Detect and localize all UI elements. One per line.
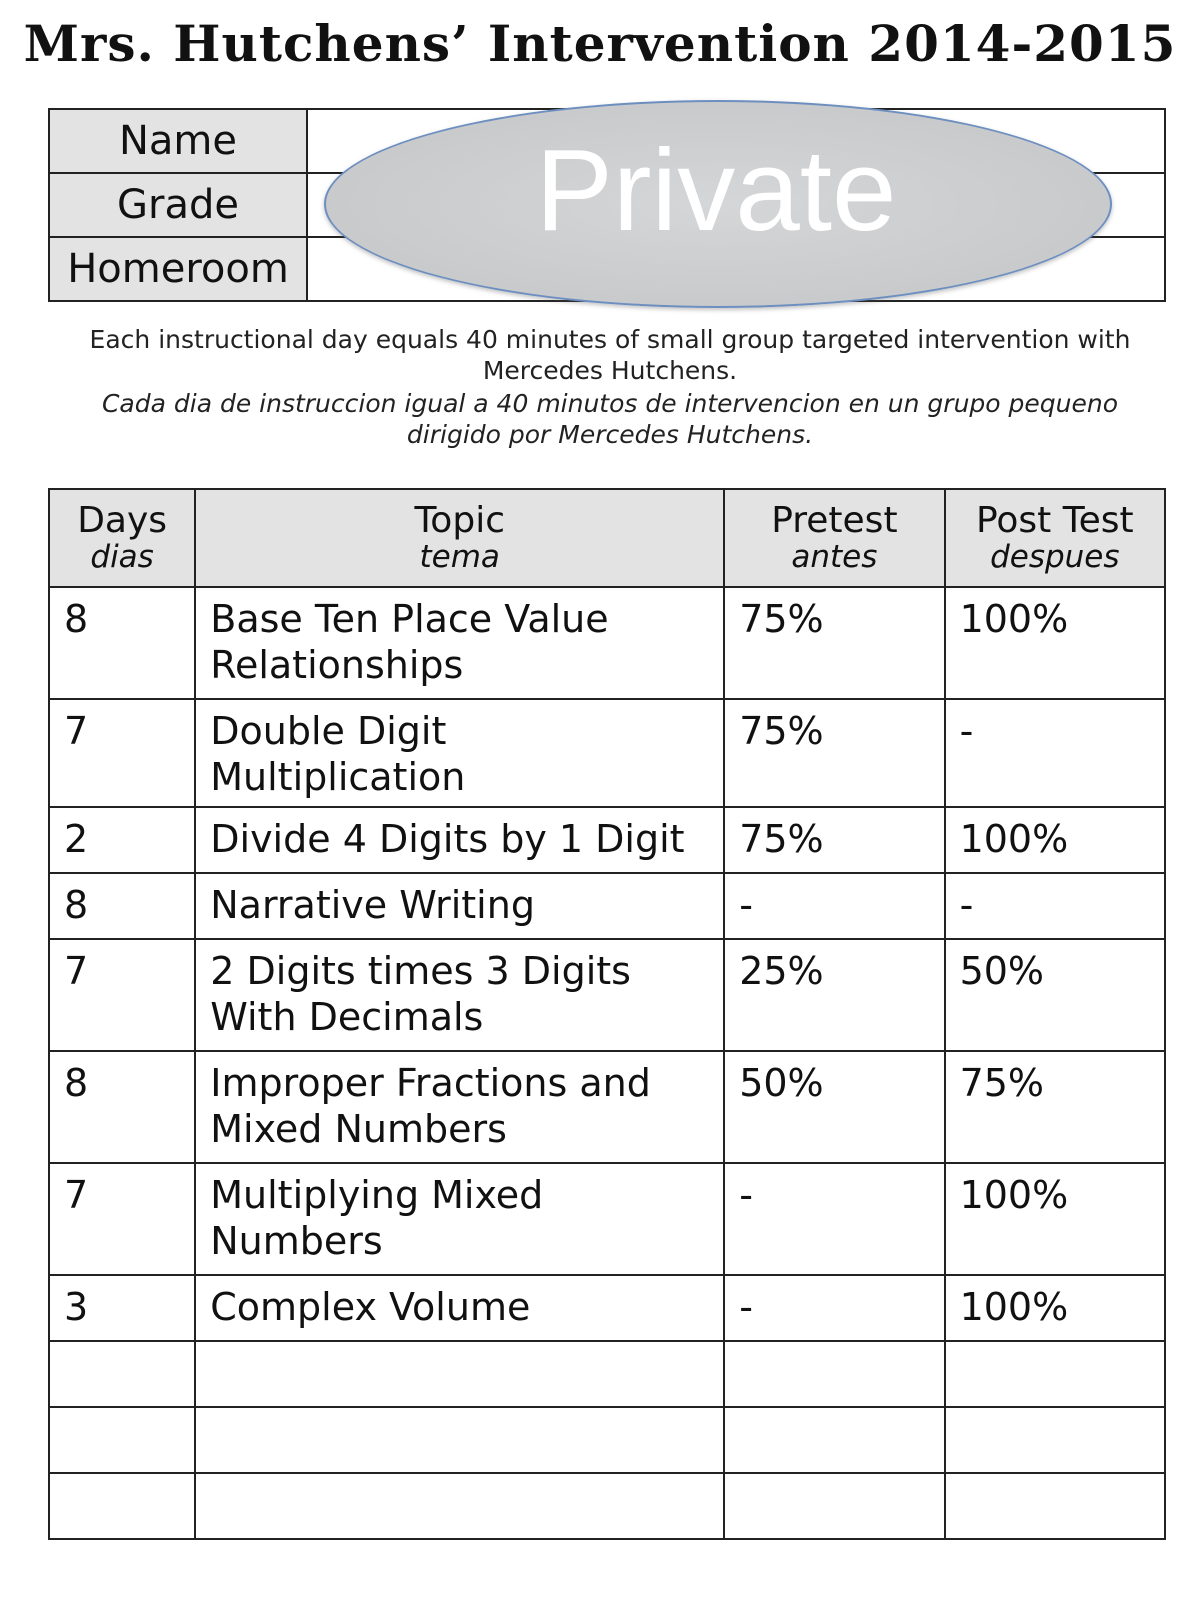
empty-cell: [724, 1473, 944, 1539]
header-pretest-label: Pretest: [771, 500, 898, 541]
header-topic-spanish: tema: [419, 539, 500, 575]
cell-days: 3: [49, 1275, 195, 1341]
cell-posttest: 100%: [945, 807, 1165, 873]
cell-days: 7: [49, 939, 195, 1051]
cell-posttest: -: [945, 873, 1165, 939]
header-posttest-label: Post Test: [975, 500, 1134, 541]
cell-topic: Complex Volume: [195, 1275, 724, 1341]
table-row: [49, 699, 1165, 807]
table-row: [49, 1275, 1165, 1341]
empty-table-row: [49, 1341, 1165, 1407]
cell-posttest: 75%: [945, 1051, 1165, 1163]
header-pretest: [724, 489, 944, 587]
empty-cell: [195, 1407, 724, 1473]
intervention-table: [48, 488, 1166, 1540]
empty-cell: [945, 1341, 1165, 1407]
cell-topic: Base Ten Place Value Relationships: [195, 587, 724, 699]
empty-cell: [49, 1407, 195, 1473]
cell-days: 2: [49, 807, 195, 873]
header-topic: [195, 489, 724, 587]
cell-topic: Double Digit Multiplication: [195, 699, 724, 807]
info-label-grade: Grade: [49, 173, 307, 237]
cell-pretest: -: [724, 1275, 944, 1341]
cell-posttest: 50%: [945, 939, 1165, 1051]
cell-topic: Improper Fractions and Mixed Numbers: [195, 1051, 724, 1163]
cell-days: 8: [49, 1051, 195, 1163]
cell-pretest: -: [724, 873, 944, 939]
cell-topic: Multiplying Mixed Numbers: [195, 1163, 724, 1275]
empty-cell: [195, 1341, 724, 1407]
table-row: [49, 873, 1165, 939]
table-row: [49, 587, 1165, 699]
cell-topic: 2 Digits times 3 Digits With Decimals: [195, 939, 724, 1051]
note-english: Each instructional day equals 40 minutes of small group targeted intervention with Mercedes Hutchens.: [89, 325, 1131, 385]
table-row: [49, 1051, 1165, 1163]
header-posttest: [945, 489, 1165, 587]
table-row: [49, 807, 1165, 873]
privacy-watermark: Private: [535, 125, 897, 255]
info-label-homeroom: Homeroom: [49, 237, 307, 301]
note-spanish: Cada dia de instruccion igual a 40 minutos de intervencion en un grupo pequeno dirigido por Mercedes Hutchens.: [101, 389, 1119, 449]
table-header-row: [49, 489, 1165, 587]
empty-cell: [195, 1473, 724, 1539]
table-row: [49, 1163, 1165, 1275]
empty-cell: [945, 1473, 1165, 1539]
cell-days: 7: [49, 1163, 195, 1275]
cell-days: 7: [49, 699, 195, 807]
cell-topic: Narrative Writing: [195, 873, 724, 939]
header-days-label: Days: [77, 500, 168, 541]
cell-pretest: -: [724, 1163, 944, 1275]
cell-pretest: 75%: [724, 587, 944, 699]
table-row: [49, 939, 1165, 1051]
empty-table-row: [49, 1473, 1165, 1539]
cell-pretest: 75%: [724, 699, 944, 807]
cell-days: 8: [49, 587, 195, 699]
empty-cell: [724, 1407, 944, 1473]
cell-pretest: 50%: [724, 1051, 944, 1163]
cell-topic: Divide 4 Digits by 1 Digit: [195, 807, 724, 873]
cell-posttest: 100%: [945, 1163, 1165, 1275]
empty-cell: [945, 1407, 1165, 1473]
cell-pretest: 75%: [724, 807, 944, 873]
cell-pretest: 25%: [724, 939, 944, 1051]
cell-posttest: -: [945, 699, 1165, 807]
empty-cell: [49, 1473, 195, 1539]
empty-table-row: [49, 1407, 1165, 1473]
cell-days: 8: [49, 873, 195, 939]
info-label-name: Name: [49, 109, 307, 173]
page-title: Mrs. Hutchens’ Intervention 2014-2015: [23, 14, 1177, 73]
empty-cell: [49, 1341, 195, 1407]
header-days: [49, 489, 195, 587]
header-days-spanish: dias: [90, 539, 154, 575]
header-topic-label: Topic: [414, 500, 505, 541]
empty-cell: [724, 1341, 944, 1407]
header-pretest-spanish: antes: [791, 539, 878, 575]
cell-posttest: 100%: [945, 1275, 1165, 1341]
header-posttest-spanish: despues: [990, 539, 1120, 575]
cell-posttest: 100%: [945, 587, 1165, 699]
